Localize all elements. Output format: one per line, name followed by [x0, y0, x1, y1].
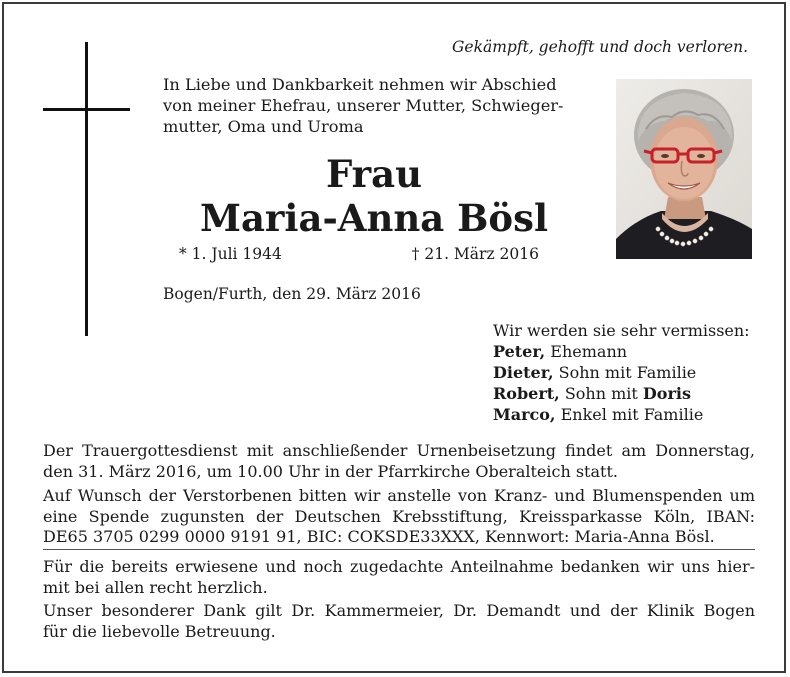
special-thanks-paragraph [43, 601, 755, 642]
member-relation: Ehemann [545, 342, 628, 361]
deceased-name [154, 152, 594, 240]
family-list [493, 320, 763, 425]
life-dates [179, 245, 539, 263]
family-member [493, 362, 763, 383]
intro-line: mutter, Oma und Uroma [163, 117, 364, 136]
member-name: Robert, [493, 384, 560, 403]
intro-line: von meiner Ehefrau, unserer Mutter, Schwieger- [163, 96, 564, 115]
donation-line: DE65 3705 0299 0000 9191 91, BIC: COKSDE33XXX, Kennwort: Maria-Anna Bösl. [43, 527, 715, 546]
donation-paragraph [43, 486, 755, 548]
member-relation: Sohn mit [559, 384, 643, 403]
member-name: Peter, [493, 342, 546, 361]
cross-icon-horizontal [43, 108, 130, 111]
family-member [493, 404, 763, 425]
member-name: Dieter, [493, 363, 554, 382]
service-paragraph [43, 441, 755, 482]
member-name: Marco, [493, 405, 556, 424]
donation-line: eine Spende zugunsten der Deutschen Krebsstiftung, Kreissparkasse Köln, IBAN: [43, 506, 755, 526]
service-line: Der Trauergottesdienst mit anschließender Urnenbeisetzung findet am Donnerstag, [43, 441, 755, 460]
intro-text [163, 74, 593, 137]
member-partner-name: Doris [642, 384, 691, 403]
thanks-line: Für die bereits erwiesene und noch zugedachte Anteilnahme bedanken wir uns hier- [43, 557, 755, 576]
place-and-date: Bogen/Furth, den 29. März 2016 [163, 285, 421, 303]
family-member [493, 341, 763, 362]
name-title: Frau [326, 152, 422, 196]
thanks-line: mit bei allen recht herzlich. [43, 577, 268, 597]
portrait-image [616, 79, 752, 259]
member-relation: Sohn mit Familie [553, 363, 697, 382]
service-line: den 31. März 2016, um 10.00 Uhr in der Pfarrkirche Oberalteich statt. [43, 461, 618, 481]
birth-date: * 1. Juli 1944 [179, 245, 282, 263]
family-heading: Wir werden sie sehr vermissen: [493, 321, 750, 340]
cross-icon-vertical [85, 42, 88, 336]
thanks-paragraph [43, 557, 755, 598]
death-date: † 21. März 2016 [411, 245, 539, 263]
family-member [493, 383, 763, 404]
special-thanks-line: Unser besonderer Dank gilt Dr. Kammermeier, Dr. Demandt und der Klinik Bogen [43, 601, 755, 620]
intro-line: In Liebe und Dankbarkeit nehmen wir Abschied [163, 75, 557, 94]
portrait-photo [616, 79, 752, 259]
donation-line: Auf Wunsch der Verstorbenen bitten wir anstelle von Kranz- und Blumenspenden um [43, 486, 755, 505]
name-full: Maria-Anna Bösl [199, 196, 548, 240]
special-thanks-line: für die liebevolle Betreuung. [43, 621, 276, 641]
motto: Gekämpft, gehofft und doch verloren. [452, 38, 748, 56]
member-relation: Enkel mit Familie [555, 405, 704, 424]
obituary-notice [2, 2, 786, 673]
divider [43, 549, 755, 550]
